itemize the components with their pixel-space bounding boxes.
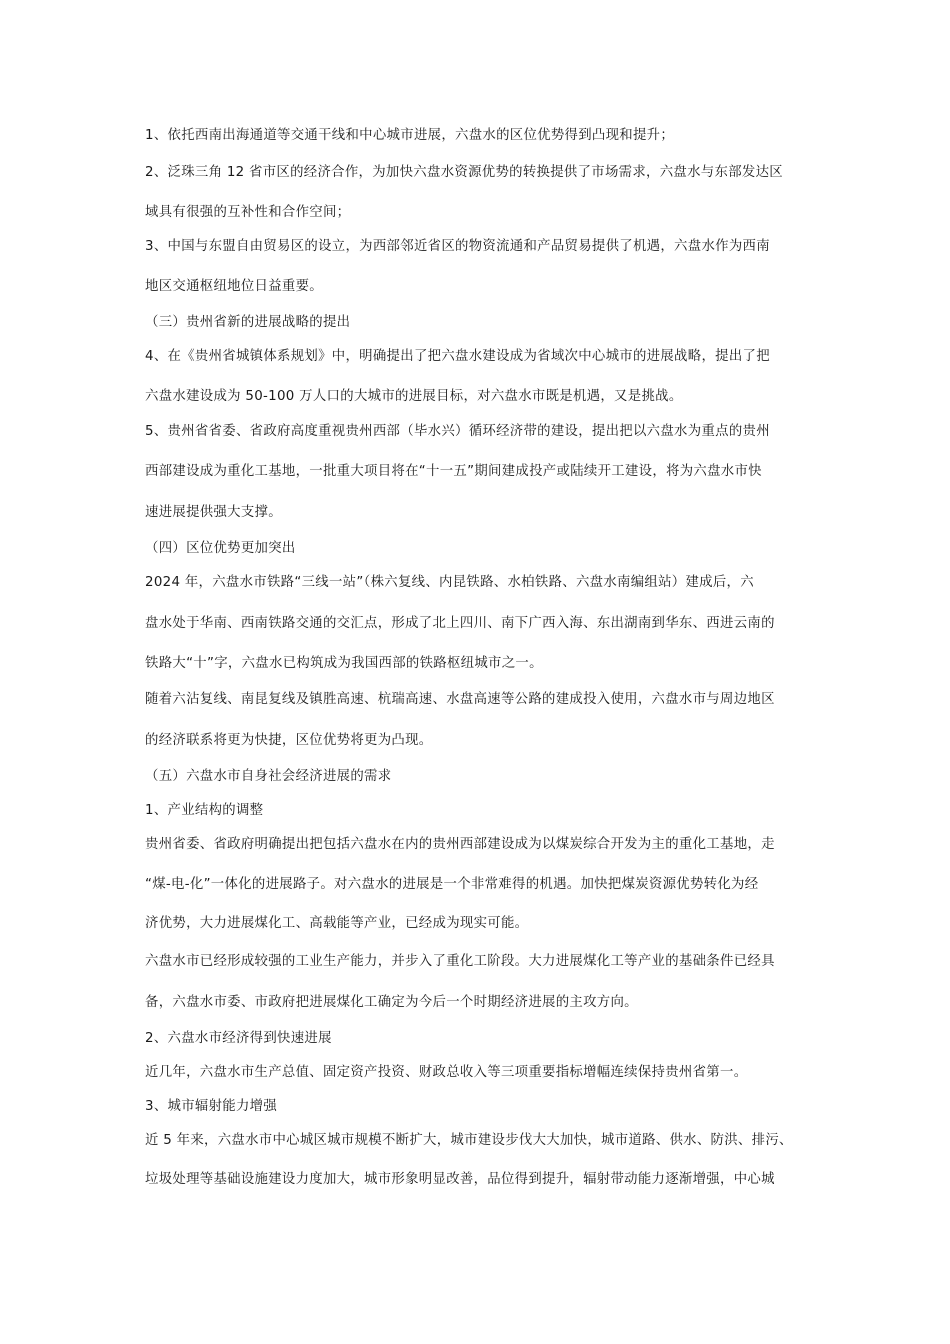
subsection-heading: 1、产业结构的调整: [145, 803, 264, 818]
text-line: 盘水处于华南、西南铁路交通的交汇点，形成了北上四川、南下广西入海、东出湖南到华东、西进云南的: [145, 616, 775, 631]
text-line: 5、贵州省省委、省政府高度重视贵州西部（毕水兴）循环经济带的建设，提出把以六盘水为重点的贵州: [145, 424, 770, 439]
text-line: 铁路大“十”字，六盘水已构筑成为我国西部的铁路枢纽城市之一。: [145, 656, 543, 671]
text-line: 3、中国与东盟自由贸易区的设立，为西部邻近省区的物资流通和产品贸易提供了机遇，六盘水作为西南: [145, 239, 770, 254]
text-line: 垃圾处理等基础设施建设力度加大，城市形象明显改善，品位得到提升，辐射带动能力逐渐增强，中心城: [145, 1172, 775, 1187]
text-line: 4、在《贵州省城镇体系规划》中，明确提出了把六盘水建设成为省域次中心城市的进展战略，提出了把: [145, 349, 770, 364]
section-heading: （三）贵州省新的进展战略的提出: [145, 315, 351, 330]
section-heading: （四）区位优势更加突出: [145, 541, 296, 556]
text-line: 贵州省委、省政府明确提出把包括六盘水在内的贵州西部建设成为以煤炭综合开发为主的重化工基地，走: [145, 837, 775, 852]
text-line: 济优势，大力进展煤化工、高载能等产业，已经成为现实可能。: [145, 916, 529, 931]
text-line: 的经济联系将更为快捷，区位优势将更为凸现。: [145, 733, 433, 748]
text-line: 六盘水市已经形成较强的工业生产能力，并步入了重化工阶段。大力进展煤化工等产业的基础条件已经具: [145, 954, 775, 969]
text-line: 西部建设成为重化工基地，一批重大项目将在“十一五”期间建成投产或陆续开工建设，将为六盘水市快: [145, 464, 762, 479]
subsection-heading: 2、六盘水市经济得到快速进展: [145, 1031, 332, 1046]
text-line: 2024 年，六盘水市铁路“三线一站”（株六复线、内昆铁路、水柏铁路、六盘水南编组站）建成后，六: [145, 575, 754, 590]
section-heading: （五）六盘水市自身社会经济进展的需求: [145, 769, 392, 784]
text-line: 速进展提供强大支撑。: [145, 505, 282, 520]
text-line: 1、依托西南出海通道等交通干线和中心城市进展，六盘水的区位优势得到凸现和提升；: [145, 128, 675, 143]
text-line: 2、泛珠三角 12 省市区的经济合作，为加快六盘水资源优势的转换提供了市场需求，六盘水与东部发达区: [145, 165, 783, 180]
text-line: 近几年，六盘水市生产总值、固定资产投资、财政总收入等三项重要指标增幅连续保持贵州省第一。: [145, 1065, 748, 1080]
text-line: 近 5 年来，六盘水市中心城区城市规模不断扩大，城市建设步伐大大加快，城市道路、供水、防洪、排污、: [145, 1133, 793, 1148]
text-line: “煤-电-化”一体化的进展路子。对六盘水的进展是一个非常难得的机遇。加快把煤炭资源优势转化为经: [145, 877, 759, 892]
text-line: 随着六沾复线、南昆复线及镇胜高速、杭瑞高速、水盘高速等公路的建成投入使用，六盘水市与周边地区: [145, 692, 775, 707]
text-line: 备，六盘水市委、市政府把进展煤化工确定为今后一个时期经济进展的主攻方向。: [145, 995, 638, 1010]
text-line: 地区交通枢纽地位日益重要。: [145, 279, 323, 294]
subsection-heading: 3、城市辐射能力增强: [145, 1099, 278, 1114]
text-line: 域具有很强的互补性和合作空间；: [145, 205, 351, 220]
text-line: 六盘水建设成为 50-100 万人口的大城市的进展目标，对六盘水市既是机遇，又是挑战。: [145, 389, 683, 404]
